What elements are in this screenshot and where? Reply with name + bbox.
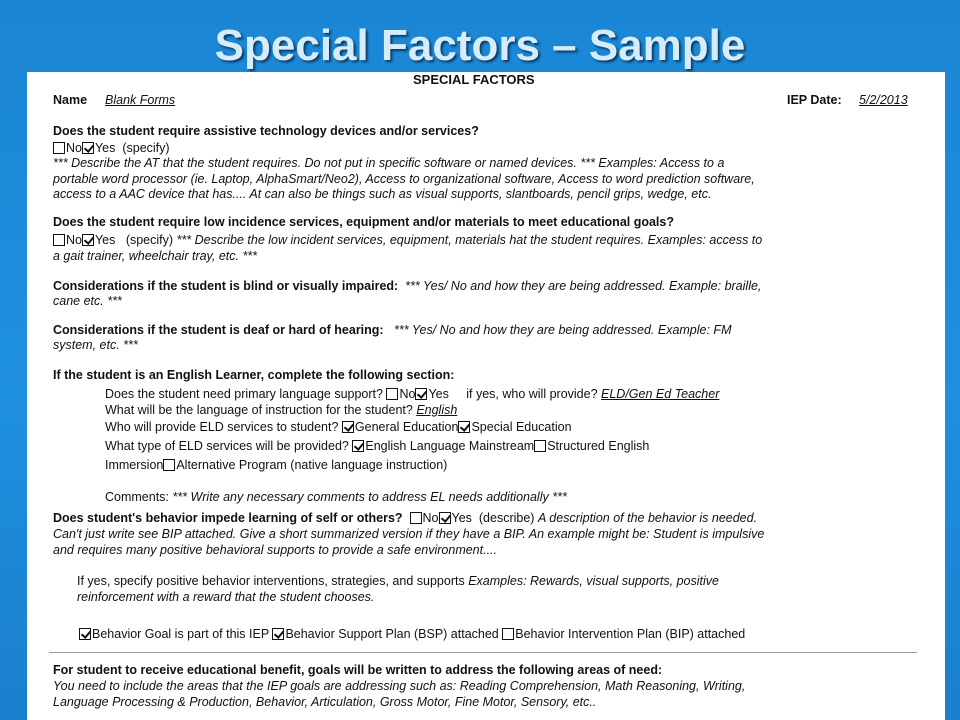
el-q4-structured-english-label: Structured English — [547, 439, 650, 453]
at-question: Does the student require assistive technology devices and/or services? — [53, 124, 479, 138]
behavior-yes-label: Yes — [451, 511, 472, 525]
behavior-description-line-1: A description of the behavior is needed. — [537, 511, 758, 525]
goals-heading: For student to receive educational benefit, goals will be written to address the following areas of need: — [53, 663, 663, 677]
el-q3-general-ed-checkbox[interactable] — [342, 421, 354, 433]
at-yes-checkbox[interactable] — [82, 142, 94, 154]
deaf-description-line-1: *** Yes/ No and how they are being addressed. Example: FM — [394, 323, 732, 337]
low-incidence-description-line-2: a gait trainer, wheelchair tray, etc. *** — [53, 249, 258, 263]
behavior-if-yes-line-2: reinforcement with a reward that the student chooses. — [77, 590, 375, 604]
el-q3-row — [105, 419, 572, 435]
el-q2-value: English — [416, 403, 458, 417]
el-heading: If the student is an English Learner, complete the following section: — [53, 368, 455, 382]
behavior-if-yes-examples: Examples: Rewards, visual supports, positive — [468, 574, 719, 588]
low-incidence-specify-label: (specify) — [125, 233, 174, 247]
behavior-if-yes-label: If yes, specify positive behavior interventions, strategies, and supports — [77, 574, 465, 588]
low-incidence-yes-checkbox[interactable] — [82, 234, 94, 246]
behavior-description-line-2: Can't just write see BIP attached. Give a short summarized version if they have a BIP. An example might be: Student is impulsive — [53, 527, 765, 541]
low-incidence-answer-row — [53, 232, 762, 248]
el-q3-special-ed-checkbox[interactable] — [458, 421, 470, 433]
el-q1-yes-label: Yes — [428, 387, 449, 401]
form-heading: SPECIAL FACTORS — [413, 72, 535, 87]
blind-row — [53, 278, 761, 294]
deaf-description-line-2: system, etc. *** — [53, 338, 138, 352]
el-q4-label: What type of ELD services will be provided? — [105, 439, 349, 453]
low-incidence-question: Does the student require low incidence services, equipment and/or materials to meet educational goals? — [53, 215, 674, 229]
special-factors-form — [27, 72, 945, 720]
behavior-bip-checkbox[interactable] — [502, 628, 514, 640]
behavior-options-row — [79, 626, 745, 642]
el-q1-no-label: No — [399, 387, 416, 401]
section-divider — [49, 652, 917, 653]
behavior-no-checkbox[interactable] — [410, 512, 422, 524]
low-incidence-no-checkbox[interactable] — [53, 234, 65, 246]
el-q4-immersion-label: Immersion — [105, 458, 164, 472]
el-q4-alternative-label: Alternative Program (native language instruction) — [176, 458, 448, 472]
blind-description-line-1: *** Yes/ No and how they are being addressed. Example: braille, — [405, 279, 762, 293]
el-q4-mainstream-label: English Language Mainstream — [365, 439, 535, 453]
el-q1-no-checkbox[interactable] — [386, 388, 398, 400]
name-label: Name — [53, 93, 88, 107]
el-comments-value: *** Write any necessary comments to address EL needs additionally *** — [172, 490, 567, 504]
blind-description-line-2: cane etc. *** — [53, 294, 122, 308]
el-q4-mainstream-checkbox[interactable] — [352, 440, 364, 452]
el-q4-structured-english-checkbox[interactable] — [534, 440, 546, 452]
at-description-line-3: access to a AAC device that has.... At can also be things such as visual supports, slantboards, pencil grips, wedge, etc. — [53, 187, 712, 201]
el-q1-who-label: if yes, who will provide? — [466, 387, 598, 401]
el-q3-general-ed-label: General Education — [354, 420, 459, 434]
iep-date-value: 5/2/2013 — [859, 93, 908, 107]
el-q1-yes-checkbox[interactable] — [415, 388, 427, 400]
el-q4-row — [105, 438, 649, 454]
at-yes-label: Yes — [94, 141, 116, 155]
behavior-bsp-checkbox[interactable] — [272, 628, 284, 640]
name-value: Blank Forms — [105, 93, 176, 107]
behavior-bsp-label: Behavior Support Plan (BSP) attached — [285, 627, 499, 641]
goals-line-1: You need to include the areas that the IEP goals are addressing such as: Reading Comprehension, Math Reasoning, Writing, — [53, 679, 746, 693]
slide-title: Special Factors – Sample — [214, 21, 746, 70]
behavior-yes-checkbox[interactable] — [439, 512, 451, 524]
behavior-question: Does student's behavior impede learning of self or others? — [53, 511, 403, 525]
el-q1-label: Does the student need primary language support? — [105, 387, 383, 401]
el-q2-row — [105, 402, 457, 418]
behavior-description-line-3: and requires many positive behavioral supports to provide a safe environment.... — [53, 543, 497, 557]
el-q1-row — [105, 386, 719, 402]
at-no-label: No — [66, 141, 82, 155]
el-q3-label: Who will provide ELD services to student? — [105, 420, 339, 434]
at-description-line-2: portable word processor (ie. Laptop, AlphaSmart/Neo2), Access to organizational software, Access to word prediction software, — [53, 172, 755, 186]
blind-label: Considerations if the student is blind or visually impaired: — [53, 279, 399, 293]
el-q1-who-value: ELD/Gen Ed Teacher — [601, 387, 720, 401]
at-specify-label: (specify) — [122, 141, 170, 155]
el-q3-special-ed-label: Special Education — [471, 420, 572, 434]
low-incidence-no-label: No — [66, 233, 82, 247]
at-no-checkbox[interactable] — [53, 142, 65, 154]
at-answer-row — [53, 140, 170, 156]
deaf-row — [53, 322, 731, 338]
el-comments-label: Comments: — [105, 490, 169, 504]
deaf-label: Considerations if the student is deaf or hard of hearing: — [53, 323, 384, 337]
iep-date-label: IEP Date: — [787, 93, 842, 107]
behavior-goal-label: Behavior Goal is part of this IEP — [92, 627, 269, 641]
el-q2-label: What will be the language of instruction for the student? — [105, 403, 413, 417]
at-description-line-1: *** Describe the AT that the student requires. Do not put in specific software or named devices. *** Examples: Access to a — [53, 156, 725, 170]
el-q4-alternative-checkbox[interactable] — [163, 459, 175, 471]
behavior-row — [53, 510, 757, 526]
el-comments-row — [105, 489, 567, 505]
behavior-no-label: No — [422, 511, 439, 525]
low-incidence-yes-label: Yes — [94, 233, 116, 247]
behavior-if-yes-row — [77, 573, 719, 589]
low-incidence-description-line-1: *** Describe the low incident services, equipment, materials hat the student requires. Examples: access to — [176, 233, 763, 247]
goals-line-2: Language Processing & Production, Behavior, Articulation, Gross Motor, Fine Motor, Sensory, etc.. — [53, 695, 597, 709]
behavior-describe-label: (describe) — [478, 511, 535, 525]
behavior-goal-checkbox[interactable] — [79, 628, 91, 640]
behavior-bip-label: Behavior Intervention Plan (BIP) attached — [515, 627, 746, 641]
el-q4-row-2 — [105, 457, 447, 473]
